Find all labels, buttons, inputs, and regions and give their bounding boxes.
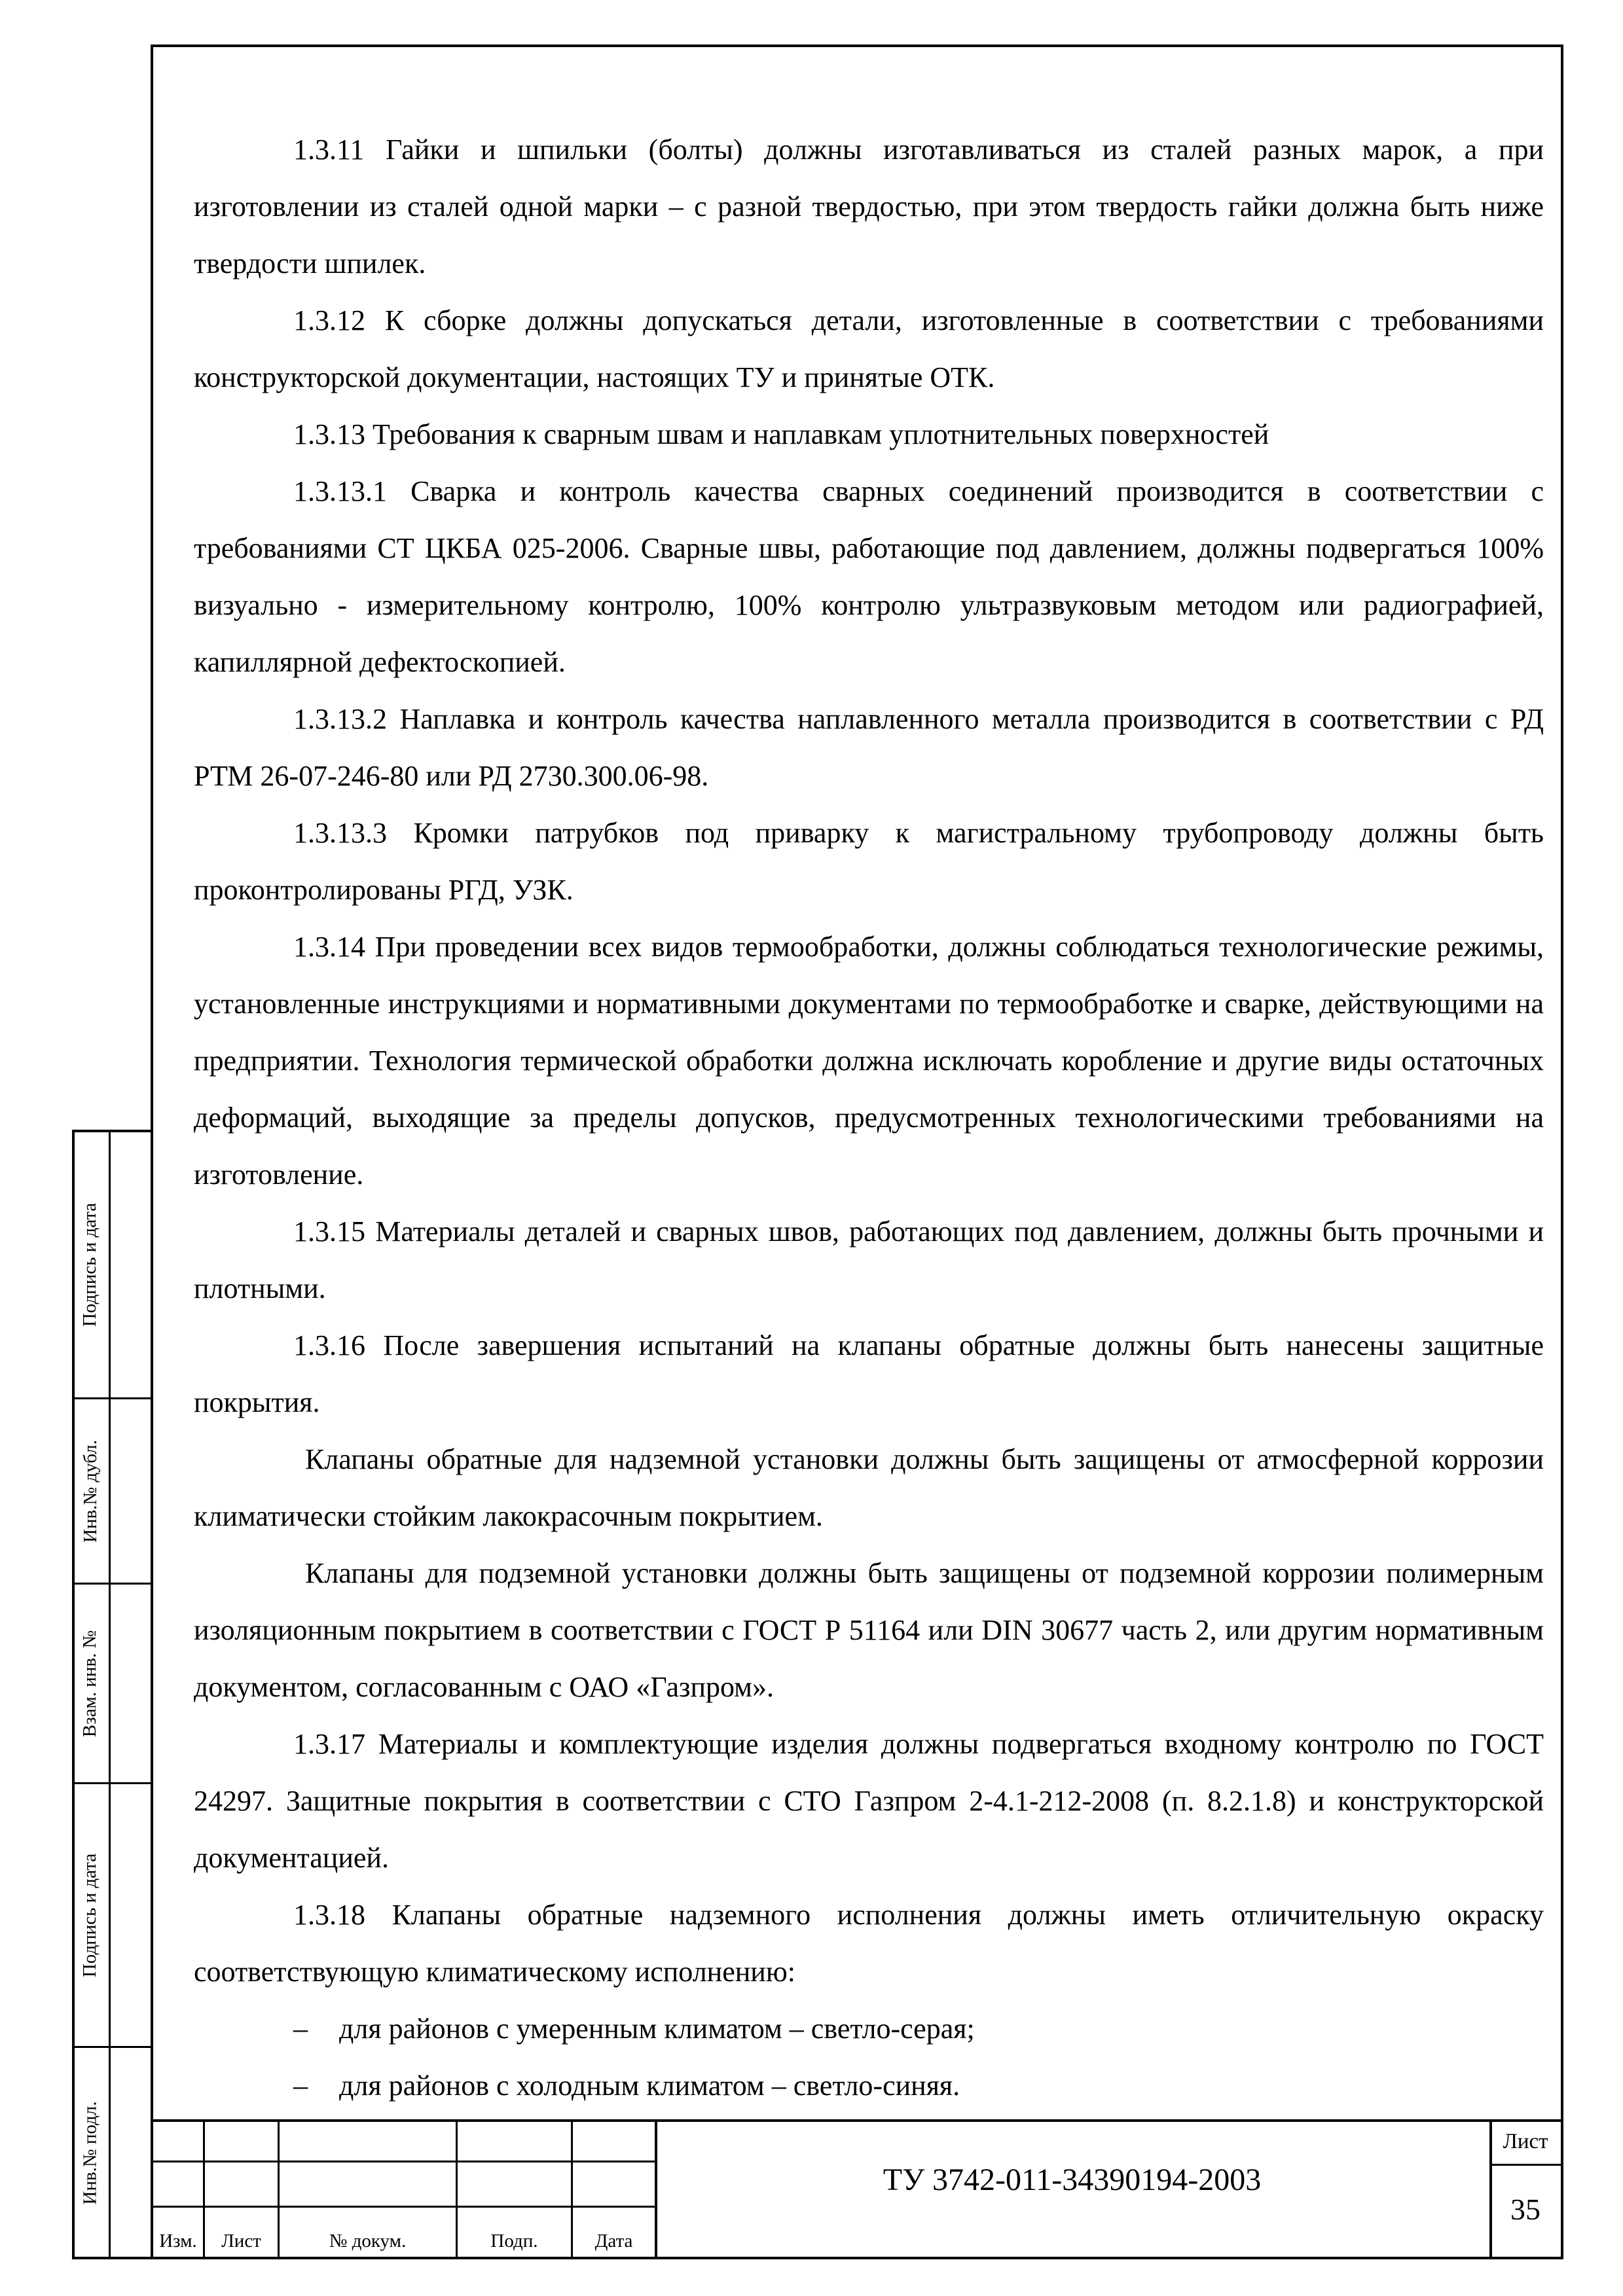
list-item [194,2057,1544,2114]
title-block-change-label: Изм. [159,2230,197,2251]
document-body [194,121,1544,2114]
side-stamp-signature-date-2: Подпись и дата [79,1853,101,1977]
side-stamp-original-inv: Инв.№ подл. [79,2101,101,2204]
paragraph: 1.3.13.2 Наплавка и контроль качества наплавленного металла производится в соответствии с РД РТМ 26-07-246-80 или РД 2730.300.06-98. [194,703,1544,792]
title-block-sign-label: Подп. [490,2230,538,2251]
title-block-rule [1489,2164,1563,2166]
side-stamp-duplicate-inv: Инв.№ дубл. [79,1439,101,1543]
list-item [194,2000,1544,2057]
title-block-date-label: Дата [594,2230,633,2251]
paragraph: 1.3.13 Требования к сварным швам и наплавкам уплотнительных поверхностей [293,418,1269,450]
sheet-label: Лист [1503,2129,1548,2153]
side-stamp-signature-date: Подпись и дата [79,1202,101,1327]
paragraph: 1.3.15 Материалы деталей и сварных швов, работающих под давлением, должны быть прочными и плотными. [194,1215,1544,1304]
paragraph: Клапаны обратные для надземной установки должны быть защищены от атмосферной коррозии климатически стойким лакокрасочным покрытием. [194,1443,1544,1532]
paragraph: Клапаны для подземной установки должны быть защищены от подземной коррозии полимерным изоляционным покрытием в соответствии с ГОСТ Р 51164 или DIN 30677 часть 2, или другим нормативным документом, согласованным с ОАО «Газпром». [194,1557,1544,1703]
paragraph: 1.3.13.1 Сварка и контроль качества сварных соединений производится в соответствии с требованиями СТ ЦКБА 025-2006. Сварные швы, работающие под давлением, должны подвергаться 100% визуально - измерительному контролю, 100% контролю ультразвуковым методом или радиографией, капиллярной дефектоскопией. [194,475,1544,678]
document-code: ТУ 3742-011-34390194-2003 [883,2162,1262,2197]
title-block-sheet-label: Лист [221,2230,261,2251]
title-block-docnum-label: № докум. [329,2230,407,2251]
side-stamp-divider [109,1130,111,2259]
paragraph: 1.3.11 Гайки и шпильки (болты) должны изготавливаться из сталей разных марок, а при изготовлении из сталей одной марки – с разной твердостью, при этом твердость гайки должна быть ниже твердости шпилек. [194,134,1544,279]
paragraph: 1.3.18 Клапаны обратные надземного исполнения должны иметь отличительную окраску соответствующую климатическому исполнению: [194,1899,1544,1988]
title-block-rule [151,2206,655,2208]
sheet-number: 35 [1510,2192,1541,2226]
paragraph: 1.3.12 К сборке должны допускаться детали, изготовленные в соответствии с требованиями конструкторской документации, настоящих ТУ и принятые ОТК. [194,304,1544,393]
paragraph: 1.3.17 Материалы и комплектующие изделия должны подвергаться входному контролю по ГОСТ 24297. Защитные покрытия в соответствии с СТО Газпром 2-4.1-212-2008 (п. 8.2.1.8) и конструкторской документацией. [194,1728,1544,1874]
paragraph: 1.3.14 При проведении всех видов термообработки, должны соблюдаться технологические режимы, установленные инструкциями и нормативными документами по термообработке и сварке, действующими на предприятии. Технология термической обработки должна исключать коробление и другие виды остаточных деформаций, выходящие за пределы допусков, предусмотренных технологическими требованиями на изготовление. [194,931,1544,1191]
paragraph: 1.3.13.3 Кромки патрубков под приварку к магистральному трубопроводу должны быть проконтролированы РГД, УЗК. [194,817,1544,906]
list-dash: – [293,2070,308,2102]
title-block-rule [151,2161,655,2162]
side-stamp-replaced-inv: Взам. инв. № [79,1630,101,1737]
list-item-text: для районов с умеренным климатом – светло-серая; [339,2013,975,2045]
title-block-top-rule [151,2119,1563,2122]
list-dash: – [293,2013,308,2045]
paragraph: 1.3.16 После завершения испытаний на клапаны обратные должны быть нанесены защитные покрытия. [194,1329,1544,1418]
list-item-text: для районов с холодным климатом – светло-синяя. [339,2070,960,2102]
